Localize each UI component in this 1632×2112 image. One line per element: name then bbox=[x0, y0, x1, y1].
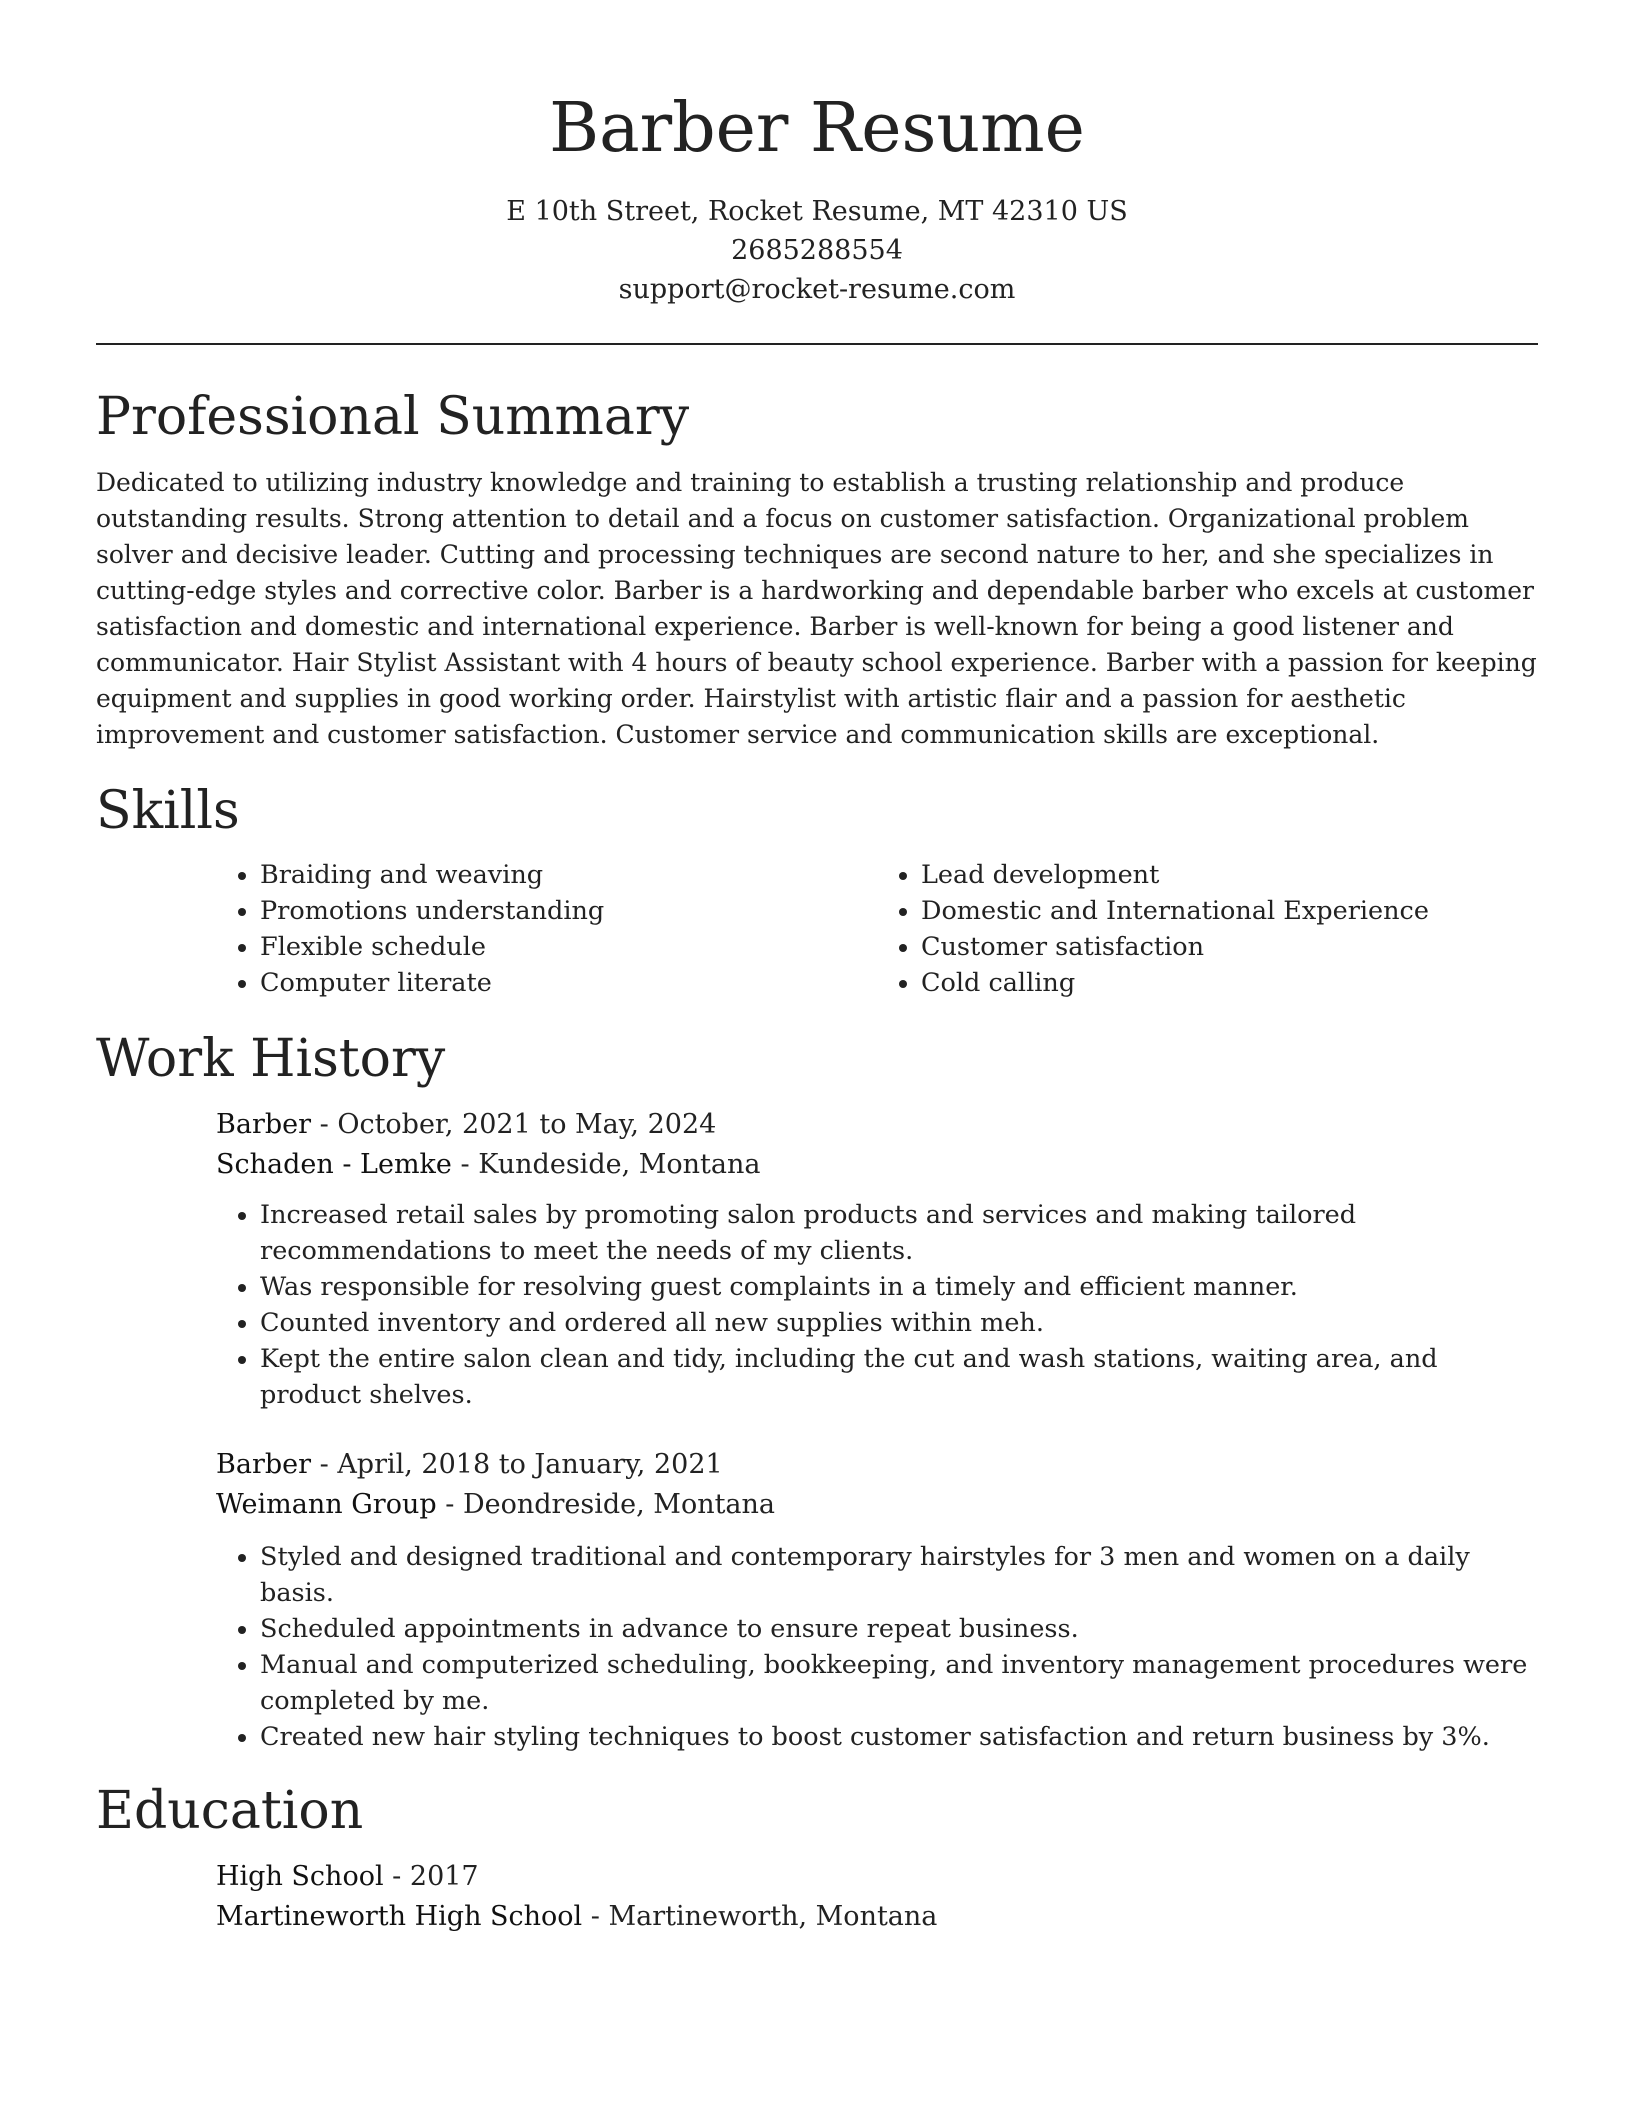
summary-text: Dedicated to utilizing industry knowledge and training to establish a trusting relationship and produce outstanding results. Strong attention to detail and a focus on customer satisfaction. Organizational problem solver and decisive leader. Cutting and processing techniques are second nature to her, and she specializes in cutting-edge styles and corrective color. Barber is a hardworking and dependable barber who excels at customer satisfaction and domestic and international experience. Barber is well-known for being a good listener and communicator. Hair Stylist Assistant with 4 hours of beauty school experience. Barber with a passion for keeping equipment and supplies in good working order. Hairstylist with artistic flair and a passion for aesthetic improvement and customer satisfaction. Customer service and communication skills are exceptional. bbox=[96, 468, 1537, 749]
job-bullets bbox=[216, 1197, 1538, 1413]
skill-item: • Customer satisfaction bbox=[921, 929, 1538, 965]
degree-line bbox=[216, 1857, 1538, 1897]
summary-heading: Professional Summary bbox=[96, 387, 690, 447]
address: E 10th Street, Rocket Resume, MT 42310 US bbox=[506, 196, 1128, 227]
job-company: Weimann Group bbox=[216, 1489, 437, 1520]
job-bullet: • Counted inventory and ordered all new supplies within meh. bbox=[260, 1305, 1538, 1341]
job-bullet: • Scheduled appointments in advance to ensure repeat business. bbox=[260, 1611, 1538, 1647]
skill-item: • Cold calling bbox=[921, 965, 1538, 1001]
skills-list bbox=[216, 857, 1538, 1001]
job-bullet: • Was responsible for resolving guest complaints in a timely and efficient manner. bbox=[260, 1269, 1538, 1305]
job-title: Barber bbox=[216, 1449, 312, 1480]
education-heading: Education bbox=[96, 1781, 364, 1841]
school-line bbox=[216, 1897, 1538, 1937]
resume-header bbox=[96, 0, 1538, 309]
job-company-line bbox=[216, 1145, 1538, 1185]
skill-item: • Computer literate bbox=[260, 965, 877, 1001]
school-location: Martineworth, Montana bbox=[608, 1901, 938, 1932]
job-bullet: • Kept the entire salon clean and tidy, including the cut and wash stations, waiting area, and product shelves. bbox=[260, 1341, 1538, 1413]
school-name: Martineworth High School bbox=[216, 1901, 583, 1932]
degree: High School bbox=[216, 1861, 384, 1892]
job-company-line bbox=[216, 1485, 1538, 1525]
job-bullets bbox=[216, 1539, 1538, 1755]
job-entry bbox=[216, 1105, 1538, 1413]
education-entry bbox=[216, 1857, 1538, 1937]
separator: - bbox=[451, 1149, 479, 1180]
job-location: Kundeside, Montana bbox=[478, 1149, 761, 1180]
header-divider bbox=[96, 343, 1538, 345]
job-entry bbox=[216, 1445, 1538, 1755]
skills-column-left bbox=[216, 857, 877, 1001]
separator: - bbox=[582, 1901, 609, 1932]
job-bullet: • Increased retail sales by promoting salon products and services and making tailored recommendations to meet the needs of my clients. bbox=[260, 1197, 1538, 1269]
resume-title: Barber Resume bbox=[549, 89, 1085, 168]
job-company: Schaden - Lemke bbox=[216, 1149, 452, 1180]
job-title: Barber bbox=[216, 1109, 312, 1140]
skill-item: • Promotions understanding bbox=[260, 893, 877, 929]
skill-item: • Domestic and International Experience bbox=[921, 893, 1538, 929]
job-dates: April, 2018 to January, 2021 bbox=[337, 1449, 723, 1480]
skill-item: • Braiding and weaving bbox=[260, 857, 877, 893]
separator: - bbox=[436, 1489, 463, 1520]
email: support@rocket-resume.com bbox=[618, 274, 1016, 305]
skill-item: • Flexible schedule bbox=[260, 929, 877, 965]
education-section bbox=[96, 1779, 1538, 1937]
work-heading: Work History bbox=[96, 1029, 446, 1089]
summary-section bbox=[96, 385, 1538, 753]
skill-item: • Lead development bbox=[921, 857, 1538, 893]
graduation-year: 2017 bbox=[409, 1861, 479, 1892]
job-location: Deondreside, Montana bbox=[462, 1489, 776, 1520]
job-bullet: • Created new hair styling techniques to boost customer satisfaction and return business by 3%. bbox=[260, 1719, 1538, 1755]
separator: - bbox=[311, 1109, 338, 1140]
job-title-line bbox=[216, 1445, 1538, 1485]
separator: - bbox=[383, 1861, 410, 1892]
skills-heading: Skills bbox=[96, 781, 240, 841]
work-section bbox=[96, 1027, 1538, 1755]
phone: 2685288554 bbox=[731, 235, 903, 266]
resume-page bbox=[96, 0, 1538, 1937]
skills-column-right bbox=[877, 857, 1538, 1001]
separator: - bbox=[311, 1449, 338, 1480]
skills-section bbox=[96, 779, 1538, 1001]
job-title-line bbox=[216, 1105, 1538, 1145]
job-bullet: • Manual and computerized scheduling, bookkeeping, and inventory management procedures were completed by me. bbox=[260, 1647, 1538, 1719]
job-dates: October, 2021 to May, 2024 bbox=[337, 1109, 717, 1140]
job-bullet: • Styled and designed traditional and contemporary hairstyles for 3 men and women on a daily basis. bbox=[260, 1539, 1538, 1611]
